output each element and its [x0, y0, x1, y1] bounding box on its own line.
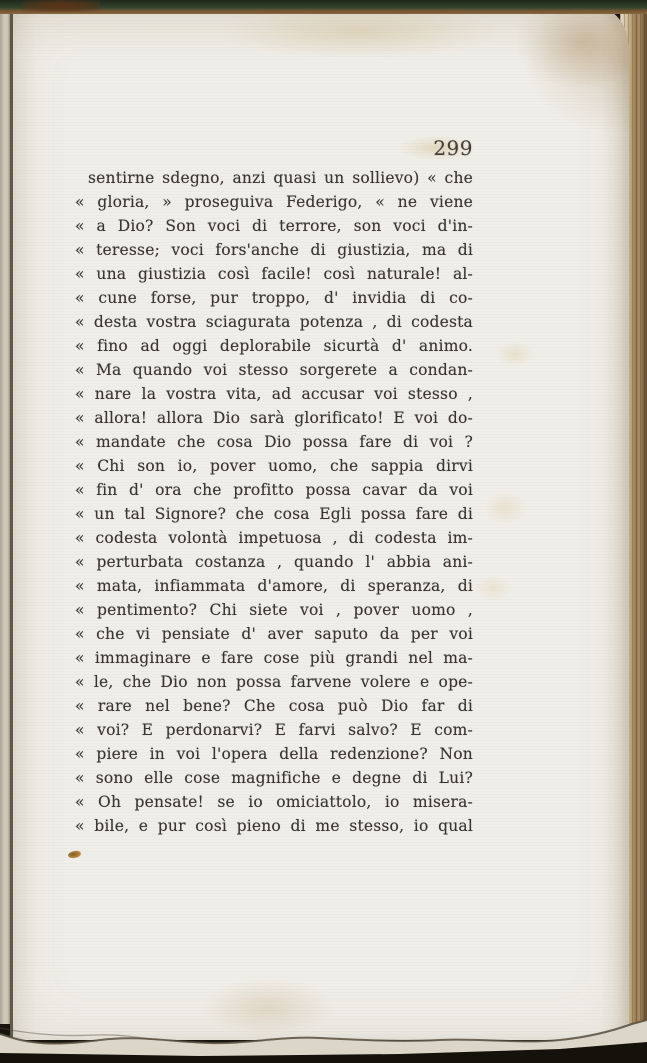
text-line: « immaginare e fare cose più grandi nel ma- [75, 649, 473, 667]
text-line: « gloria, » proseguiva Federigo, « ne viene [75, 193, 473, 211]
text-line: « mata, infiammata d'amore, di speranza, di [75, 577, 473, 595]
left-page-edge [0, 12, 10, 1024]
rust-spot [68, 850, 82, 858]
text-line: « perturbata costanza , quando l' abbia ani- [75, 553, 473, 571]
top-binding-band [0, 0, 647, 14]
text-line: « fino ad oggi deplorabile sicurtà d' animo. [75, 337, 473, 355]
page-number: 299 [433, 136, 473, 160]
page-text [75, 166, 473, 838]
bottom-deckle-edge [0, 1000, 647, 1063]
text-line: « Ma quando voi stesso sorgerete a condan- [75, 361, 473, 379]
text-line: « bile, e pur così pieno di me stesso, io qual [75, 817, 473, 835]
text-line: « fin d' ora che profitto possa cavar da voi [75, 481, 473, 499]
text-line: « codesta volontà impetuosa , di codesta im- [75, 529, 473, 547]
text-line: « piere in voi l'opera della redenzione? Non [75, 745, 473, 763]
text-line: sentirne sdegno, anzi quasi un sollievo) « che [88, 169, 473, 187]
text-line: « teresse; voci fors'anche di giustizia, ma di [75, 241, 473, 259]
binding-stain [22, 0, 100, 12]
text-line: « voi? E perdonarvi? E farvi salvo? E com- [75, 721, 473, 739]
text-line: « Oh pensate! se io omiciattolo, io misera- [75, 793, 473, 811]
text-line: « che vi pensiate d' aver saputo da per voi [75, 625, 473, 643]
text-line: « sono elle cose magnifiche e degne di Lui? [75, 769, 473, 787]
text-line: « a Dio? Son voci di terrore, son voci d'in- [75, 217, 473, 235]
text-line: « pentimento? Chi siete voi , pover uomo , [75, 601, 473, 619]
text-line: « cune forse, pur troppo, d' invidia di co- [75, 289, 473, 307]
text-line: « mandate che cosa Dio possa fare di voi ? [75, 433, 473, 451]
text-line: « un tal Signore? che cosa Egli possa fare di [75, 505, 473, 523]
text-line: « Chi son io, pover uomo, che sappia dirvi [75, 457, 473, 475]
text-line: « rare nel bene? Che cosa può Dio far di [75, 697, 473, 715]
text-line: « nare la vostra vita, ad accusar voi stesso , [75, 385, 473, 403]
text-line: « desta vostra sciagurata potenza , di codesta [75, 313, 473, 331]
text-line: « una giustizia così facile! così naturale! al- [75, 265, 473, 283]
page [10, 8, 629, 1040]
text-line: « le, che Dio non possa farvene volere e ope- [75, 673, 473, 691]
text-line: « allora! allora Dio sarà glorificato! E voi do- [75, 409, 473, 427]
